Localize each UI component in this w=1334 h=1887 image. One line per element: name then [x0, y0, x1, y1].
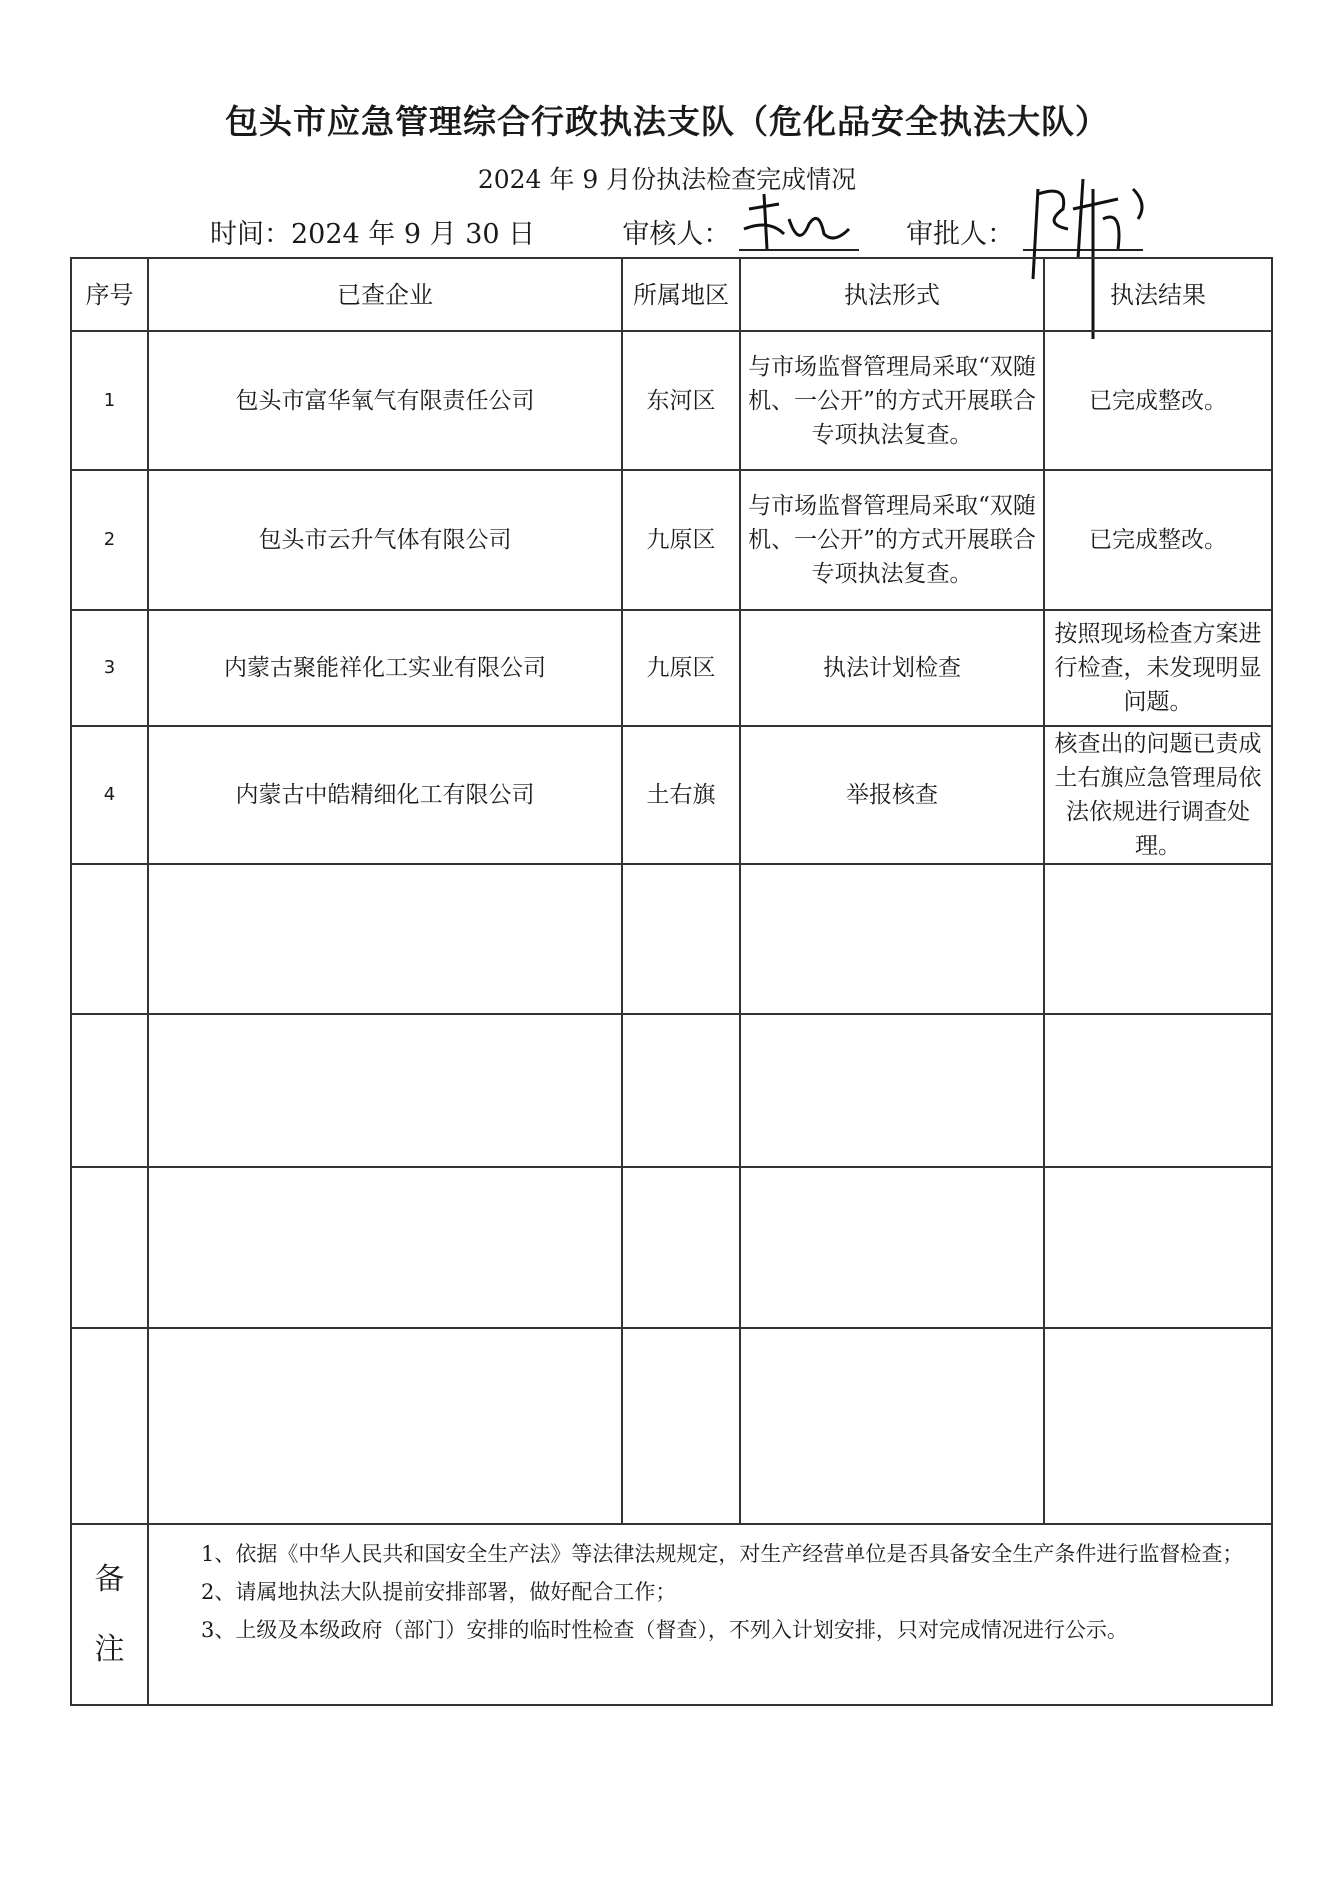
col-header-district: 所属地区: [622, 258, 740, 331]
table-row: [71, 726, 1272, 864]
row-form: 执法计划检查: [740, 610, 1044, 726]
note-item: 1、依据《中华人民共和国安全生产法》等法律法规规定，对生产经营单位是否具备安全生产条件进行监督检查；: [201, 1542, 1244, 1566]
row-no: 2: [71, 470, 148, 610]
row-form: 与市场监督管理局采取“双随机、一公开”的方式开展联合专项执法复查。: [740, 470, 1044, 610]
approver-label: 审批人：: [906, 219, 1015, 250]
empty-row: [71, 1167, 1272, 1328]
note-item: 2、请属地执法大队提前安排部署，做好配合工作；: [201, 1580, 677, 1604]
approver-signature: [1023, 219, 1143, 251]
row-district: 九原区: [622, 470, 740, 610]
row-result: 核查出的问题已责成土右旗应急管理局依法依规进行调查处理。: [1044, 726, 1272, 864]
row-no: 4: [71, 726, 148, 864]
row-company: 内蒙古中皓精细化工有限公司: [148, 726, 622, 864]
note-item: 3、上级及本级政府（部门）安排的临时性检查（督查），不列入计划安排，只对完成情况进行公示。: [201, 1618, 1128, 1642]
inspection-table: [70, 257, 1273, 1706]
table-header-row: [71, 258, 1272, 331]
row-form: 举报核查: [740, 726, 1044, 864]
row-result: 按照现场检查方案进行检查，未发现明显问题。: [1044, 610, 1272, 726]
row-district: 九原区: [622, 610, 740, 726]
reviewer-signature: [739, 219, 859, 251]
row-company: 包头市富华氧气有限责任公司: [148, 331, 622, 470]
notes-label-char: 注: [94, 1631, 125, 1667]
document-title: 包头市应急管理综合行政执法支队（危化品安全执法大队）: [225, 102, 1109, 141]
reviewer-label: 审核人：: [622, 219, 731, 250]
row-district: 土右旗: [622, 726, 740, 864]
notes-content: [148, 1524, 1272, 1705]
col-header-form: 执法形式: [740, 258, 1044, 331]
document-subtitle: 2024 年 9 月份执法检查完成情况: [477, 165, 857, 194]
col-header-no: 序号: [71, 258, 148, 331]
empty-row: [71, 1328, 1272, 1524]
notes-row: [71, 1524, 1272, 1705]
table-row: [71, 610, 1272, 726]
row-form: 与市场监督管理局采取“双随机、一公开”的方式开展联合专项执法复查。: [740, 331, 1044, 470]
notes-label-char: 备: [94, 1561, 125, 1597]
empty-row: [71, 864, 1272, 1014]
table-row: [71, 470, 1272, 610]
row-company: 内蒙古聚能祥化工实业有限公司: [148, 610, 622, 726]
notes-label: [71, 1524, 148, 1705]
row-district: 东河区: [622, 331, 740, 470]
row-result: 已完成整改。: [1044, 331, 1272, 470]
col-header-result: 执法结果: [1044, 258, 1272, 331]
row-company: 包头市云升气体有限公司: [148, 470, 622, 610]
row-no: 3: [71, 610, 148, 726]
date-label: 时间：2024 年 9 月 30 日: [210, 219, 536, 250]
col-header-company: 已查企业: [148, 258, 622, 331]
row-result: 已完成整改。: [1044, 470, 1272, 610]
meta-line: [210, 212, 1143, 251]
table-row: [71, 331, 1272, 470]
row-no: 1: [71, 331, 148, 470]
empty-row: [71, 1014, 1272, 1167]
